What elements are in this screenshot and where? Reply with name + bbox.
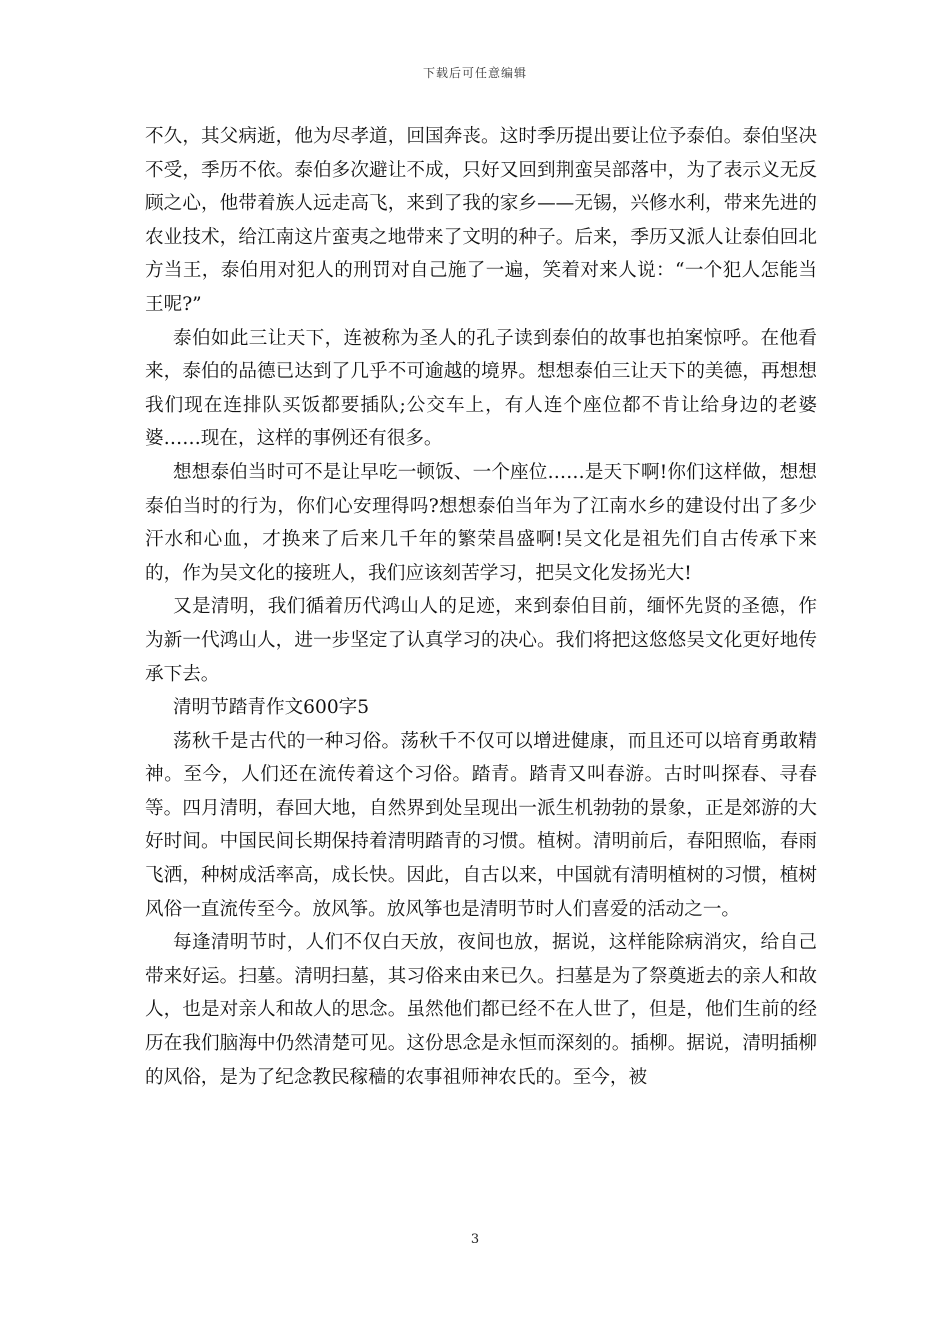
paragraph-3: 想想泰伯当时可不是让早吃一顿饭、一个座位……是天下啊!你们这样做，想想泰伯当时的行为，你们心安理得吗?想想泰伯当年为了江南水乡的建设付出了多少汗水和心血，才换来了后来几千年的繁荣昌盛啊!吴文化是祖先们自古传承下来的，作为吴文化的接班人，我们应该刻苦学习，把吴文化发扬光大! [145, 461, 817, 584]
paragraph-1: 不久，其父病逝，他为尽孝道，回国奔丧。这时季历提出要让位予泰伯。泰伯坚决不受，季历不依。泰伯多次避让不成，只好又回到荆蛮吴部落中，为了表示义无反顾之心，他带着族人远走高飞，来到了我的家乡——无锡，兴修水利，带来先进的农业技术，给江南这片蛮夷之地带来了文明的种子。后来，季历又派人让泰伯回北方当王，泰伯用对犯人的刑罚对自己施了一遍，笑着对来人说：“一个犯人怎能当王呢?” [145, 126, 817, 315]
paragraph-6: 每逢清明节时，人们不仅白天放，夜间也放，据说，这样能除病消灾，给自己带来好运。扫墓。清明扫墓，其习俗来由来已久。扫墓是为了祭奠逝去的亲人和故人，也是对亲人和故人的思念。虽然他们都已经不在人世了，但是，他们生前的经历在我们脑海中仍然清楚可见。这份思念是永恒而深刻的。插柳。据说，清明插柳的风俗，是为了纪念教民稼穑的农事祖师神农氏的。至今，被 [145, 932, 817, 1088]
paragraph-2: 泰伯如此三让天下，连被称为圣人的孔子读到泰伯的故事也拍案惊呼。在他看来，泰伯的品德已达到了几乎不可逾越的境界。想想泰伯三让天下的美德，再想想我们现在连排队买饭都要插队;公交车上，有人连个座位都不肯让给身边的老婆婆……现在，这样的事例还有很多。 [145, 327, 817, 450]
section-heading: 清明节踏青作文600字5 [173, 697, 370, 719]
paragraph-4: 又是清明，我们循着历代鸿山人的足迹，来到泰伯目前，缅怀先贤的圣德，作为新一代鸿山人，进一步坚定了认真学习的决心。我们将把这悠悠吴文化更好地传承下去。 [145, 596, 817, 685]
paragraph-5: 荡秋千是古代的一种习俗。荡秋千不仅可以增进健康，而且还可以培育勇敢精神。至今，人们还在流传着这个习俗。踏青。踏青又叫春游。古时叫探春、寻春等。四月清明，春回大地，自然界到处呈现出一派生机勃勃的景象，正是郊游的大好时间。中国民间长期保持着清明踏青的习惯。植树。清明前后，春阳照临，春雨飞洒，种树成活率高，成长快。因此，自古以来，中国就有清明植树的习惯，植树风俗一直流传至今。放风筝。放风筝也是清明节时人们喜爱的活动之一。 [145, 730, 817, 920]
document-body [145, 120, 817, 1094]
page-header-note: 下载后可任意编辑 [422, 66, 527, 80]
page-number: 3 [470, 1232, 480, 1247]
